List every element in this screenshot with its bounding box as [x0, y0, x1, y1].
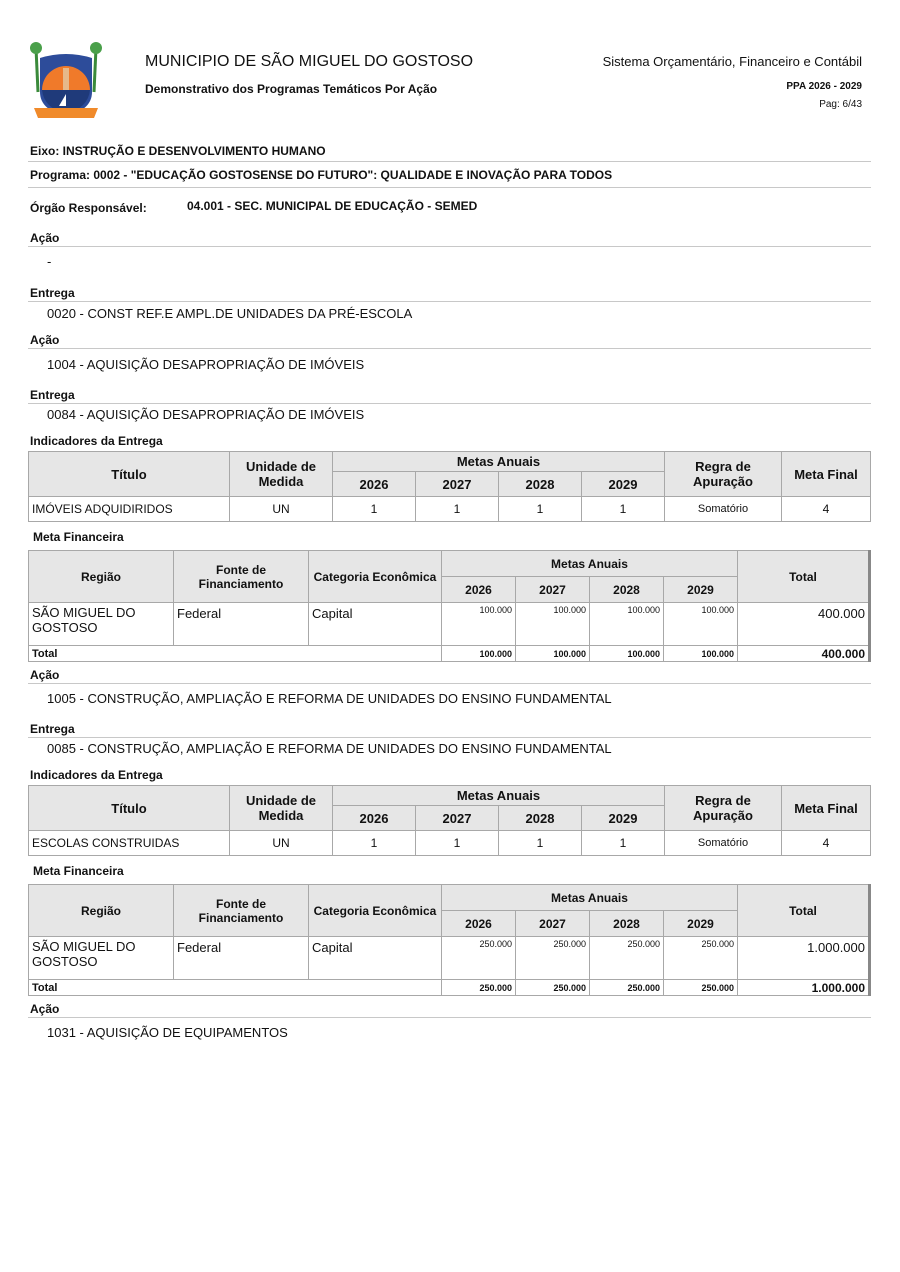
programa-heading: Programa: 0002 - "EDUCAÇÃO GOSTOSENSE DO FUTURO": QUALIDADE E INOVAÇÃO PARA TODOS [30, 168, 613, 182]
col-regra: Regra de Apuração [665, 786, 782, 831]
economic-category: Capital [309, 603, 442, 646]
col-year: 2028 [499, 472, 582, 497]
col-regiao: Região [29, 885, 174, 937]
indicadores-label: Indicadores da Entrega [30, 434, 163, 448]
orgao-value: 04.001 - SEC. MUNICIPAL DE EDUCAÇÃO - SEMED [187, 199, 478, 213]
acao-value: 1031 - AQUISIÇÃO DE EQUIPAMENTOS [47, 1025, 288, 1040]
col-year: 2027 [516, 577, 590, 603]
col-year: 2029 [664, 911, 738, 937]
table-row [29, 831, 871, 856]
col-year: 2027 [416, 472, 499, 497]
grand-total: 1.000.000 [738, 980, 870, 996]
col-unidade: Unidade de Medida [230, 452, 333, 497]
total-label: Total [29, 646, 442, 662]
col-titulo: Título [29, 452, 230, 497]
divider [28, 187, 871, 188]
system-name: Sistema Orçamentário, Financeiro e Contábil [602, 54, 862, 69]
indicator-final-goal: 4 [782, 497, 871, 522]
indicator-title: ESCOLAS CONSTRUIDAS [29, 831, 230, 856]
region: SÃO MIGUEL DO GOSTOSO [29, 603, 174, 646]
year-amount: 100.000 [664, 603, 738, 646]
funding-source: Federal [174, 603, 309, 646]
year-total: 100.000 [442, 646, 516, 662]
row-total: 400.000 [738, 603, 870, 646]
indicator-rule: Somatório [665, 497, 782, 522]
year-total: 100.000 [590, 646, 664, 662]
acao-value: 1004 - AQUISIÇÃO DESAPROPRIAÇÃO DE IMÓVEIS [47, 357, 365, 372]
col-year: 2029 [582, 806, 665, 831]
page-number: Pag: 6/43 [819, 99, 862, 110]
indicator-year-value: 1 [499, 497, 582, 522]
col-year: 2028 [590, 911, 664, 937]
entrega-label: Entrega [30, 722, 75, 736]
year-total: 250.000 [442, 980, 516, 996]
meta-financeira-label: Meta Financeira [33, 530, 124, 544]
acao-value: - [47, 254, 52, 269]
entrega-label: Entrega [30, 388, 75, 402]
indicator-year-value: 1 [499, 831, 582, 856]
col-year: 2026 [333, 472, 416, 497]
acao-label: Ação [30, 231, 60, 245]
year-amount: 100.000 [442, 603, 516, 646]
table-row [29, 603, 870, 646]
report-title: Demonstrativo dos Programas Temáticos Por Ação [145, 82, 438, 96]
col-year: 2027 [416, 806, 499, 831]
divider [28, 161, 871, 162]
col-year: 2029 [664, 577, 738, 603]
year-total: 250.000 [664, 980, 738, 996]
col-meta-final: Meta Final [782, 786, 871, 831]
municipal-coat-of-arms-logo [30, 42, 102, 120]
col-unidade: Unidade de Medida [230, 786, 333, 831]
indicator-year-value: 1 [416, 831, 499, 856]
table-row [29, 497, 871, 522]
indicator-year-value: 1 [416, 497, 499, 522]
entrega-value: 0020 - CONST REF.E AMPL.DE UNIDADES DA PRÉ-ESCOLA [47, 306, 413, 321]
entrega-value: 0085 - CONSTRUÇÃO, AMPLIAÇÃO E REFORMA DE UNIDADES DO ENSINO FUNDAMENTAL [47, 741, 612, 756]
table-row [29, 937, 870, 980]
col-year: 2028 [499, 806, 582, 831]
col-regra: Regra de Apuração [665, 452, 782, 497]
col-year: 2027 [516, 911, 590, 937]
divider [28, 301, 871, 302]
col-categoria: Categoria Econômica [309, 551, 442, 603]
indicator-year-value: 1 [333, 831, 416, 856]
col-year: 2026 [442, 911, 516, 937]
ppa-period: PPA 2026 - 2029 [786, 81, 862, 92]
acao-label: Ação [30, 1002, 60, 1016]
year-amount: 250.000 [516, 937, 590, 980]
municipality-name: MUNICIPIO DE SÃO MIGUEL DO GOSTOSO [145, 53, 474, 70]
entrega-label: Entrega [30, 286, 75, 300]
year-amount: 250.000 [590, 937, 664, 980]
year-amount: 250.000 [442, 937, 516, 980]
economic-category: Capital [309, 937, 442, 980]
year-total: 250.000 [516, 980, 590, 996]
financial-goal-table [28, 884, 871, 996]
year-total: 250.000 [590, 980, 664, 996]
entrega-value: 0084 - AQUISIÇÃO DESAPROPRIAÇÃO DE IMÓVEIS [47, 407, 365, 422]
col-metas-anuais: Metas Anuais [442, 885, 738, 911]
financial-goal-table [28, 550, 871, 662]
indicator-unit: UN [230, 497, 333, 522]
indicators-table [28, 451, 871, 522]
year-total: 100.000 [516, 646, 590, 662]
total-row [29, 980, 870, 996]
region: SÃO MIGUEL DO GOSTOSO [29, 937, 174, 980]
divider [28, 246, 871, 247]
col-metas-anuais: Metas Anuais [333, 786, 665, 806]
indicator-year-value: 1 [582, 831, 665, 856]
divider [28, 1017, 871, 1018]
divider [28, 403, 871, 404]
acao-value: 1005 - CONSTRUÇÃO, AMPLIAÇÃO E REFORMA DE UNIDADES DO ENSINO FUNDAMENTAL [47, 691, 612, 706]
year-amount: 250.000 [664, 937, 738, 980]
col-fonte: Fonte de Financiamento [174, 885, 309, 937]
eixo-heading: Eixo: INSTRUÇÃO E DESENVOLVIMENTO HUMANO [30, 144, 326, 158]
indicator-title: IMÓVEIS ADQUIDIRIDOS [29, 497, 230, 522]
col-regiao: Região [29, 551, 174, 603]
indicadores-label: Indicadores da Entrega [30, 768, 163, 782]
col-year: 2029 [582, 472, 665, 497]
indicator-final-goal: 4 [782, 831, 871, 856]
col-categoria: Categoria Econômica [309, 885, 442, 937]
col-year: 2028 [590, 577, 664, 603]
col-fonte: Fonte de Financiamento [174, 551, 309, 603]
divider [28, 348, 871, 349]
funding-source: Federal [174, 937, 309, 980]
orgao-label: Órgão Responsável: [30, 201, 147, 215]
acao-label: Ação [30, 668, 60, 682]
grand-total: 400.000 [738, 646, 870, 662]
year-total: 100.000 [664, 646, 738, 662]
col-metas-anuais: Metas Anuais [442, 551, 738, 577]
col-total: Total [738, 885, 870, 937]
col-year: 2026 [333, 806, 416, 831]
divider [28, 683, 871, 684]
acao-label: Ação [30, 333, 60, 347]
col-meta-final: Meta Final [782, 452, 871, 497]
year-amount: 100.000 [590, 603, 664, 646]
indicator-year-value: 1 [333, 497, 416, 522]
col-total: Total [738, 551, 870, 603]
col-titulo: Título [29, 786, 230, 831]
col-year: 2026 [442, 577, 516, 603]
total-label: Total [29, 980, 442, 996]
total-row [29, 646, 870, 662]
meta-financeira-label: Meta Financeira [33, 864, 124, 878]
row-total: 1.000.000 [738, 937, 870, 980]
indicator-year-value: 1 [582, 497, 665, 522]
indicators-table [28, 785, 871, 856]
indicator-rule: Somatório [665, 831, 782, 856]
divider [28, 737, 871, 738]
year-amount: 100.000 [516, 603, 590, 646]
indicator-unit: UN [230, 831, 333, 856]
col-metas-anuais: Metas Anuais [333, 452, 665, 472]
